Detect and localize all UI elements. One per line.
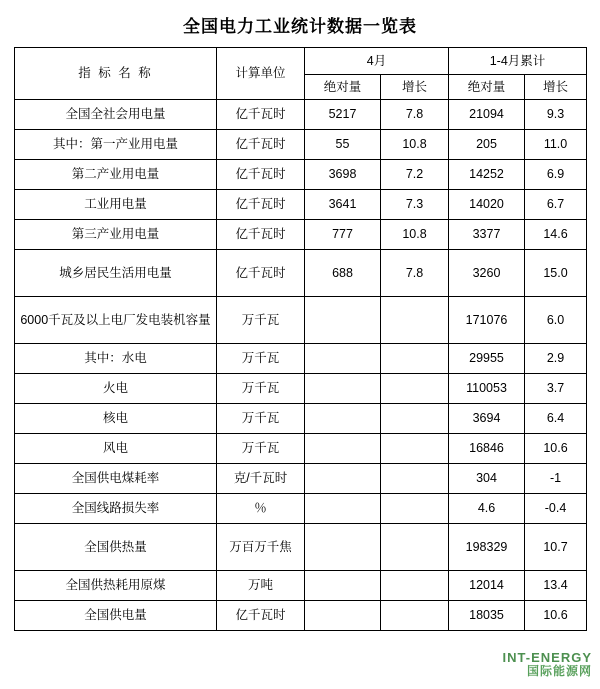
- row-cumulative-growth: 11.0: [525, 130, 587, 160]
- row-month-absolute: 3698: [305, 160, 381, 190]
- row-cumulative-growth: 14.6: [525, 220, 587, 250]
- watermark: [472, 651, 592, 685]
- row-unit: 万千瓦: [217, 404, 305, 434]
- header-cumulative-growth: 增长: [525, 75, 587, 100]
- row-cumulative-growth: 6.7: [525, 190, 587, 220]
- row-cumulative-growth: 6.9: [525, 160, 587, 190]
- row-cumulative-growth: 10.7: [525, 524, 587, 571]
- row-unit: 万千瓦: [217, 434, 305, 464]
- row-indicator-name: 其中：水电: [15, 344, 217, 374]
- row-cumulative-absolute: 3260: [449, 250, 525, 297]
- row-indicator-name: 全国线路损失率: [15, 494, 217, 524]
- header-indicator-name: 指 标 名 称: [15, 48, 217, 100]
- row-month-growth: [381, 524, 449, 571]
- row-cumulative-growth: 9.3: [525, 100, 587, 130]
- table-body: [15, 100, 587, 631]
- row-month-absolute: 3641: [305, 190, 381, 220]
- watermark-line-2: 国际能源网: [526, 664, 592, 679]
- row-cumulative-growth: 2.9: [525, 344, 587, 374]
- table-row: [15, 250, 587, 297]
- row-indicator-name: 其中：第一产业用电量: [15, 130, 217, 160]
- row-month-absolute: [305, 434, 381, 464]
- row-cumulative-absolute: 14020: [449, 190, 525, 220]
- row-month-growth: 7.8: [381, 250, 449, 297]
- row-cumulative-absolute: 21094: [449, 100, 525, 130]
- row-month-absolute: [305, 494, 381, 524]
- row-cumulative-absolute: 3694: [449, 404, 525, 434]
- table-row: [15, 297, 587, 344]
- row-month-growth: 7.3: [381, 190, 449, 220]
- row-month-growth: 10.8: [381, 130, 449, 160]
- table-row: [15, 524, 587, 571]
- row-unit: 亿千瓦时: [217, 100, 305, 130]
- row-month-absolute: [305, 344, 381, 374]
- page-title: 全国电力工业统计数据一览表: [183, 17, 417, 36]
- row-unit: 亿千瓦时: [217, 250, 305, 297]
- row-month-growth: [381, 571, 449, 601]
- row-unit: ％: [217, 494, 305, 524]
- row-unit: 亿千瓦时: [217, 190, 305, 220]
- header-period-cumulative: 1-4月累计: [449, 48, 587, 75]
- watermark-line-1: INT-ENERGY: [502, 650, 592, 665]
- row-indicator-name: 城乡居民生活用电量: [15, 250, 217, 297]
- table-row: [15, 601, 587, 631]
- row-unit: 万吨: [217, 571, 305, 601]
- row-month-absolute: 688: [305, 250, 381, 297]
- row-month-absolute: [305, 524, 381, 571]
- row-month-growth: 7.2: [381, 160, 449, 190]
- table-row: [15, 100, 587, 130]
- row-indicator-name: 火电: [15, 374, 217, 404]
- row-unit: 亿千瓦时: [217, 220, 305, 250]
- row-month-growth: [381, 601, 449, 631]
- row-indicator-name: 核电: [15, 404, 217, 434]
- statistics-table: [14, 47, 587, 631]
- table-row: [15, 404, 587, 434]
- row-indicator-name: 全国供热耗用原煤: [15, 571, 217, 601]
- row-month-absolute: 777: [305, 220, 381, 250]
- table-row: [15, 374, 587, 404]
- row-cumulative-growth: 10.6: [525, 434, 587, 464]
- row-cumulative-absolute: 18035: [449, 601, 525, 631]
- row-unit: 万千瓦: [217, 374, 305, 404]
- row-cumulative-growth: 13.4: [525, 571, 587, 601]
- row-indicator-name: 全国全社会用电量: [15, 100, 217, 130]
- row-month-growth: [381, 494, 449, 524]
- table-row: [15, 220, 587, 250]
- row-indicator-name: 工业用电量: [15, 190, 217, 220]
- header-period-month: 4月: [305, 48, 449, 75]
- row-cumulative-absolute: 205: [449, 130, 525, 160]
- row-unit: 亿千瓦时: [217, 160, 305, 190]
- row-unit: 万千瓦: [217, 344, 305, 374]
- row-unit: 亿千瓦时: [217, 601, 305, 631]
- row-cumulative-absolute: 171076: [449, 297, 525, 344]
- row-cumulative-growth: 10.6: [525, 601, 587, 631]
- row-cumulative-absolute: 29955: [449, 344, 525, 374]
- row-indicator-name: 全国供电量: [15, 601, 217, 631]
- row-month-growth: [381, 404, 449, 434]
- header-unit: 计算单位: [217, 48, 305, 100]
- row-indicator-name: 全国供电煤耗率: [15, 464, 217, 494]
- header-month-absolute: 绝对量: [305, 75, 381, 100]
- row-unit: 克/千瓦时: [217, 464, 305, 494]
- row-cumulative-absolute: 304: [449, 464, 525, 494]
- row-cumulative-growth: 6.4: [525, 404, 587, 434]
- row-indicator-name: 第三产业用电量: [15, 220, 217, 250]
- row-month-absolute: [305, 464, 381, 494]
- row-month-growth: [381, 434, 449, 464]
- header-cumulative-absolute: 绝对量: [449, 75, 525, 100]
- table-row: [15, 571, 587, 601]
- header-month-growth: 增长: [381, 75, 449, 100]
- row-unit: 万百万千焦: [217, 524, 305, 571]
- row-cumulative-growth: 3.7: [525, 374, 587, 404]
- row-cumulative-absolute: 16846: [449, 434, 525, 464]
- row-cumulative-growth: -1: [525, 464, 587, 494]
- row-cumulative-growth: 6.0: [525, 297, 587, 344]
- row-month-growth: 10.8: [381, 220, 449, 250]
- row-cumulative-absolute: 3377: [449, 220, 525, 250]
- table-header: [15, 48, 587, 100]
- row-indicator-name: 风电: [15, 434, 217, 464]
- row-month-absolute: [305, 374, 381, 404]
- row-month-growth: [381, 464, 449, 494]
- row-cumulative-absolute: 4.6: [449, 494, 525, 524]
- table-row: [15, 344, 587, 374]
- row-indicator-name: 全国供热量: [15, 524, 217, 571]
- row-month-growth: [381, 297, 449, 344]
- row-cumulative-absolute: 110053: [449, 374, 525, 404]
- row-month-growth: [381, 344, 449, 374]
- row-cumulative-growth: 15.0: [525, 250, 587, 297]
- table-row: [15, 160, 587, 190]
- row-cumulative-absolute: 12014: [449, 571, 525, 601]
- row-month-growth: [381, 374, 449, 404]
- row-cumulative-growth: -0.4: [525, 494, 587, 524]
- row-month-absolute: [305, 571, 381, 601]
- table-row: [15, 434, 587, 464]
- row-month-absolute: [305, 601, 381, 631]
- table-row: [15, 130, 587, 160]
- row-indicator-name: 6000千瓦及以上电厂发电装机容量: [15, 297, 217, 344]
- row-month-absolute: [305, 297, 381, 344]
- table-row: [15, 464, 587, 494]
- row-month-growth: 7.8: [381, 100, 449, 130]
- row-unit: 万千瓦: [217, 297, 305, 344]
- row-cumulative-absolute: 198329: [449, 524, 525, 571]
- table-row: [15, 190, 587, 220]
- table-row: [15, 494, 587, 524]
- row-month-absolute: [305, 404, 381, 434]
- row-unit: 亿千瓦时: [217, 130, 305, 160]
- row-cumulative-absolute: 14252: [449, 160, 525, 190]
- row-month-absolute: 55: [305, 130, 381, 160]
- row-indicator-name: 第二产业用电量: [15, 160, 217, 190]
- row-month-absolute: 5217: [305, 100, 381, 130]
